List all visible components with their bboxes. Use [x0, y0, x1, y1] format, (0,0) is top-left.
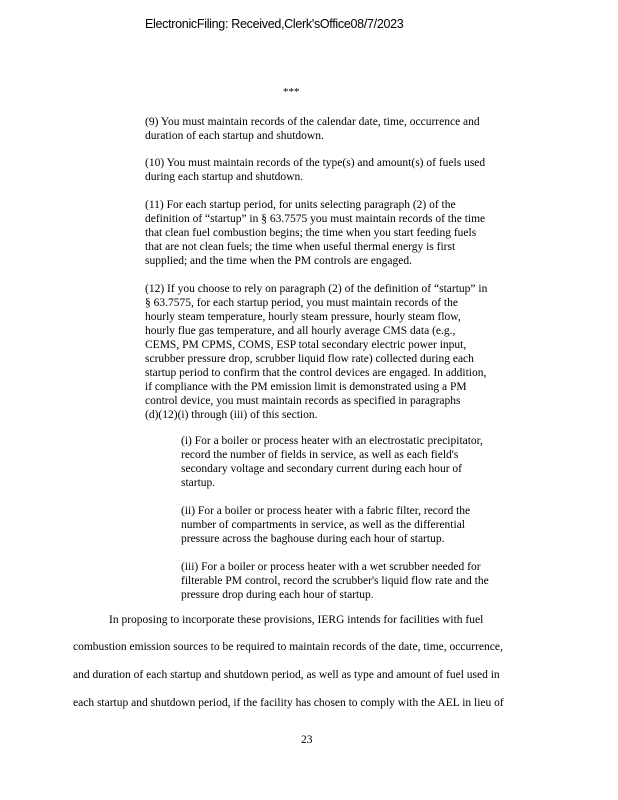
- text-line: that clean fuel combustion begins; the time when you start feeding fuels: [145, 227, 477, 239]
- text-line: number of compartments in service, as well as the differential: [181, 519, 465, 531]
- quote-subparagraph-iii: [181, 560, 489, 602]
- text-line: hourly flue gas temperature, and all hourly average CMS data (e.g.,: [145, 325, 456, 337]
- text-line: (10) You must maintain records of the type(s) and amount(s) of fuels used: [145, 157, 486, 169]
- text-line: startup period to confirm that the control devices are engaged. In addition,: [145, 367, 487, 379]
- body-text-line: and duration of each startup and shutdown period, as well as type and amount of fuel used in: [73, 669, 500, 681]
- text-line: filterable PM control, record the scrubber's liquid flow rate and the: [181, 575, 489, 587]
- text-line: startup.: [181, 477, 216, 489]
- quote-subparagraph-ii: [181, 504, 470, 546]
- quote-paragraph-9: [145, 115, 480, 143]
- quote-subparagraph-i: [181, 434, 483, 490]
- text-line: duration of each startup and shutdown.: [145, 130, 324, 142]
- text-line: pressure across the baghouse during each hour of startup.: [181, 533, 445, 545]
- text-line: (9) You must maintain records of the calendar date, time, occurrence and: [145, 116, 480, 128]
- text-line: hourly steam temperature, hourly steam pressure, hourly steam flow,: [145, 311, 461, 323]
- text-line: § 63.7575, for each startup period, you must maintain records of the: [145, 297, 458, 309]
- text-line: during each startup and shutdown.: [145, 171, 304, 183]
- text-line: pressure drop during each hour of startup.: [181, 589, 374, 601]
- quote-paragraph-12: [145, 282, 487, 422]
- text-line: (i) For a boiler or process heater with an electrostatic precipitator,: [181, 435, 483, 447]
- text-line: secondary voltage and secondary current during each hour of: [181, 463, 462, 475]
- text-line: (iii) For a boiler or process heater with a wet scrubber needed for: [181, 561, 481, 573]
- text-line: scrubber pressure drop, scrubber liquid flow rate) collected during each: [145, 353, 474, 365]
- quote-paragraph-11: [145, 198, 485, 268]
- ellipsis-marker: ***: [283, 86, 300, 98]
- text-line: (12) If you choose to rely on paragraph (2) of the definition of “startup” in: [145, 283, 488, 295]
- text-line: record the number of fields in service, as well as each field's: [181, 449, 459, 461]
- text-line: that are not clean fuels; the time when useful thermal energy is first: [145, 241, 456, 253]
- text-line: if compliance with the PM emission limit is demonstrated using a PM: [145, 381, 467, 393]
- text-line: (d)(12)(i) through (iii) of this section.: [145, 409, 318, 421]
- text-line: supplied; and the time when the PM controls are engaged.: [145, 255, 412, 267]
- text-line: CEMS, PM CPMS, COMS, ESP total secondary electric power input,: [145, 339, 467, 351]
- body-text-line: each startup and shutdown period, if the facility has chosen to comply with the AEL in lieu of: [73, 697, 504, 709]
- filing-stamp: ElectronicFiling: Received,Clerk'sOffice08/7/2023: [145, 17, 404, 31]
- text-line: definition of “startup” in § 63.7575 you must maintain records of the time: [145, 213, 486, 225]
- body-text-line: In proposing to incorporate these provisions, IERG intends for facilities with fuel: [109, 614, 484, 626]
- page-number: 23: [301, 734, 313, 746]
- quote-paragraph-10: [145, 156, 485, 184]
- text-line: (11) For each startup period, for units selecting paragraph (2) of the: [145, 199, 456, 211]
- text-line: (ii) For a boiler or process heater with a fabric filter, record the: [181, 505, 471, 517]
- text-line: control device, you must maintain records as specified in paragraphs: [145, 395, 461, 407]
- body-text-line: combustion emission sources to be required to maintain records of the date, time, occurrence,: [73, 641, 503, 653]
